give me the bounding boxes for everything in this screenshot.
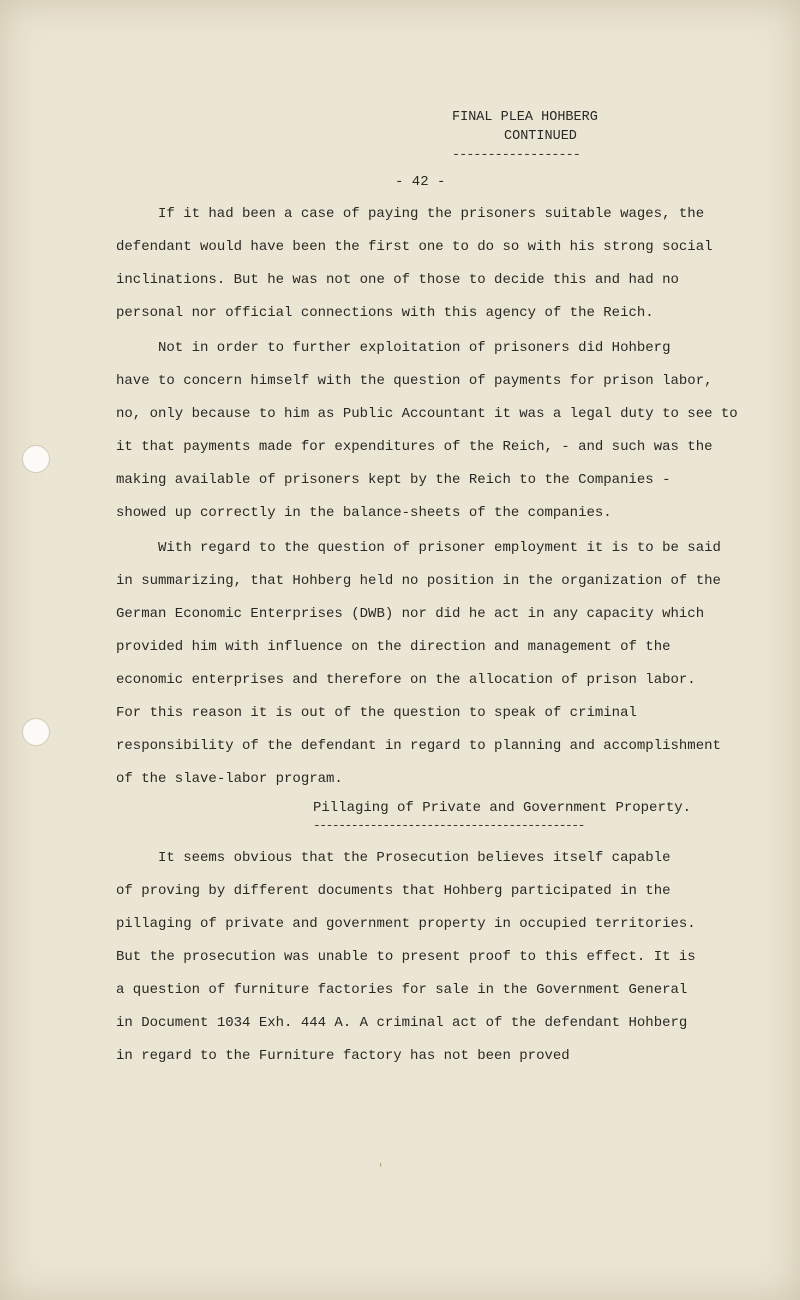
text-line: But the prosecution was unable to present proof to this effect. It is <box>116 949 696 965</box>
text-line: defendant would have been the first one to do so with his strong social <box>116 239 713 255</box>
punch-hole <box>22 445 50 473</box>
text-line: responsibility of the defendant in regard to planning and accomplishment <box>116 738 721 754</box>
document-header <box>452 108 612 165</box>
text-line: making available of prisoners kept by the Reich to the Companies - <box>116 472 671 488</box>
text-line: If it had been a case of paying the prisoners suitable wages, the <box>158 206 705 222</box>
text-line: have to concern himself with the question of payments for prison labor, <box>116 373 713 389</box>
punch-hole <box>22 718 50 746</box>
text-line: of the slave-labor program. <box>116 771 343 787</box>
text-line: in regard to the Furniture factory has not been proved <box>116 1048 570 1064</box>
section-heading-underline: ------------------------------------------- <box>313 818 584 833</box>
text-line: With regard to the question of prisoner employment it is to be said <box>158 540 721 556</box>
text-line: It seems obvious that the Prosecution believes itself capable <box>158 850 671 866</box>
text-line: showed up correctly in the balance-sheets of the companies. <box>116 505 612 521</box>
text-line: it that payments made for expenditures of the Reich, - and such was the <box>116 439 713 455</box>
text-line: in summarizing, that Hohberg held no position in the organization of the <box>116 573 721 589</box>
text-line: of proving by different documents that Hohberg participated in the <box>116 883 671 899</box>
text-line: pillaging of private and government property in occupied territories. <box>116 916 696 932</box>
text-line: a question of furniture factories for sale in the Government General <box>116 982 688 998</box>
section-heading-text: Pillaging of Private and Government Property. <box>313 800 692 816</box>
text-line: German Economic Enterprises (DWB) nor did he act in any capacity which <box>116 606 705 622</box>
text-line: in Document 1034 Exh. 444 A. A criminal act of the defendant Hohberg <box>116 1015 688 1031</box>
text-line: no, only because to him as Public Accountant it was a legal duty to see to <box>116 406 738 422</box>
text-line: economic enterprises and therefore on the allocation of prison labor. <box>116 672 696 688</box>
page-number: - 42 - <box>395 174 446 190</box>
paragraph-wages <box>116 198 716 330</box>
header-subtitle: CONTINUED <box>504 129 577 144</box>
section-heading <box>313 800 691 833</box>
text-line: provided him with influence on the direction and management of the <box>116 639 671 655</box>
paragraph-pillaging <box>116 842 716 1073</box>
text-line: personal nor official connections with this agency of the Reich. <box>116 305 654 321</box>
text-line: For this reason it is out of the question to speak of criminal <box>116 705 637 721</box>
paragraph-employment <box>116 532 721 796</box>
text-line: inclinations. But he was not one of those to decide this and had no <box>116 272 679 288</box>
header-title: FINAL PLEA HOHBERG <box>452 110 598 125</box>
paragraph-payments <box>116 332 738 530</box>
text-line: Not in order to further exploitation of prisoners did Hohberg <box>158 340 671 356</box>
header-rule: ------------------ <box>452 148 580 163</box>
paper-mark: ' <box>377 1162 385 1176</box>
